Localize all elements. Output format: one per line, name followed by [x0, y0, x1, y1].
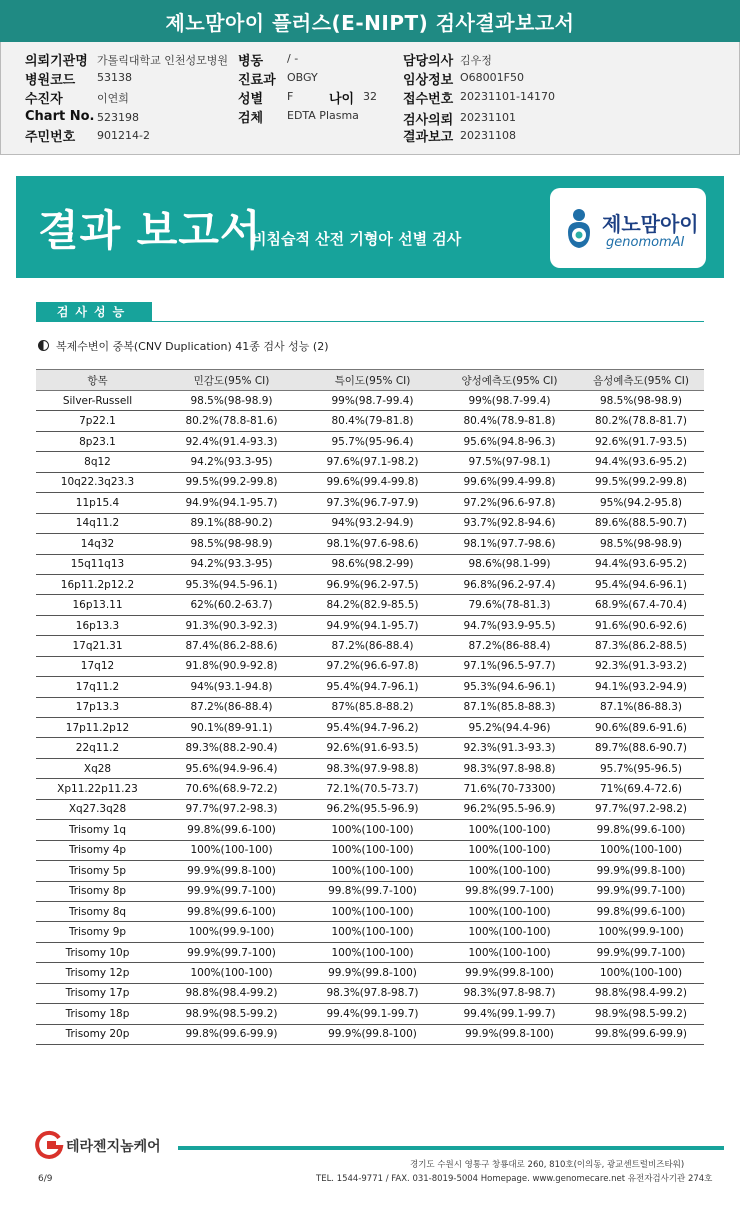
table-cell: 98.6%(98.2-99) [304, 554, 441, 574]
info-label: 검사의뢰 [403, 113, 454, 128]
table-row [36, 574, 704, 594]
table-cell: 92.3%(91.3-93.2) [578, 656, 704, 676]
column-header: 민감도(95% CI) [159, 370, 304, 391]
table-cell: 100%(100-100) [304, 922, 441, 942]
section-tab: 검사성능 [36, 302, 152, 321]
table-cell: 70.6%(68.9-72.2) [159, 779, 304, 799]
table-cell: 87.2%(86-88.4) [441, 636, 578, 656]
column-header: 음성예측도(95% CI) [578, 370, 704, 391]
table-cell: 100%(100-100) [304, 840, 441, 860]
table-cell: 100%(100-100) [441, 901, 578, 921]
table-cell: 98.5%(98-98.9) [578, 391, 704, 411]
table-cell: 99.5%(99.2-99.8) [159, 472, 304, 492]
table-cell: 17q12 [36, 656, 159, 676]
table-cell: Trisomy 5p [36, 861, 159, 881]
table-cell: 80.4%(78.9-81.8) [441, 411, 578, 431]
table-cell: 100%(100-100) [441, 861, 578, 881]
table-row [36, 472, 704, 492]
table-cell: 100%(100-100) [441, 942, 578, 962]
table-cell: 100%(100-100) [578, 963, 704, 983]
table-cell: 99.8%(99.6-100) [578, 820, 704, 840]
table-cell: 95.7%(95-96.4) [304, 431, 441, 451]
company-name: 테라젠지놈케어 [66, 1139, 161, 1155]
table-cell: 99.9%(99.8-100) [159, 861, 304, 881]
table-cell: 99.8%(99.7-100) [304, 881, 441, 901]
table-cell: 99.4%(99.1-99.7) [441, 1004, 578, 1024]
table-cell: 98.9%(98.5-99.2) [159, 1004, 304, 1024]
table-cell: 96.2%(95.5-96.9) [441, 799, 578, 819]
table-cell: 97.7%(97.2-98.2) [578, 799, 704, 819]
footer-address: 경기도 수원시 영통구 창룡대로 260, 810호(이의동, 광교센트럴비즈타워) [410, 1160, 685, 1170]
table-row [36, 554, 704, 574]
info-label: 결과보고 [403, 130, 454, 145]
banner-title: 결과 보고서 [38, 206, 262, 255]
table-cell: 95.3%(94.5-96.1) [159, 574, 304, 594]
terragen-logo-icon [34, 1130, 64, 1160]
table-cell: 90.1%(89-91.1) [159, 718, 304, 738]
subheading [38, 338, 328, 354]
table-cell: 94%(93.1-94.8) [159, 677, 304, 697]
half-circle-icon [38, 340, 49, 351]
info-label: 주민번호 [25, 130, 76, 145]
table-cell: 98.5%(98-98.9) [159, 391, 304, 411]
table-cell: 95.4%(94.7-96.1) [304, 677, 441, 697]
table-cell: 91.6%(90.6-92.6) [578, 615, 704, 635]
table-cell: 99.4%(99.1-99.7) [304, 1004, 441, 1024]
info-value: 20231101 [460, 111, 516, 124]
table-cell: 100%(100-100) [159, 963, 304, 983]
table-cell: 93.7%(92.8-94.6) [441, 513, 578, 533]
table-cell: 92.6%(91.7-93.5) [578, 431, 704, 451]
table-row [36, 391, 704, 411]
table-row [36, 697, 704, 717]
table-cell: 16p13.11 [36, 595, 159, 615]
table-cell: 96.8%(96.2-97.4) [441, 574, 578, 594]
table-cell: 100%(100-100) [441, 820, 578, 840]
table-cell: 84.2%(82.9-85.5) [304, 595, 441, 615]
table-cell: 99.6%(99.4-99.8) [304, 472, 441, 492]
table-cell: 14q32 [36, 534, 159, 554]
table-cell: 97.5%(97-98.1) [441, 452, 578, 472]
table-cell: 95.2%(94.4-96) [441, 718, 578, 738]
section-divider [36, 321, 704, 322]
table-row [36, 942, 704, 962]
table-cell: 90.6%(89.6-91.6) [578, 718, 704, 738]
info-label: 병동 [238, 54, 264, 69]
info-value: EDTA Plasma [287, 109, 359, 122]
table-cell: 99.9%(99.7-100) [578, 881, 704, 901]
table-cell: 97.2%(96.6-97.8) [304, 656, 441, 676]
table-row [36, 758, 704, 778]
table-cell: Xq27.3q28 [36, 799, 159, 819]
table-row [36, 677, 704, 697]
table-row [36, 656, 704, 676]
table-cell: 14q11.2 [36, 513, 159, 533]
table-cell: 87%(85.8-88.2) [304, 697, 441, 717]
table-cell: 95.6%(94.8-96.3) [441, 431, 578, 451]
table-cell: 99.9%(99.8-100) [441, 1024, 578, 1044]
column-header: 항목 [36, 370, 159, 391]
table-cell: 94.4%(93.6-95.2) [578, 554, 704, 574]
table-row [36, 595, 704, 615]
table-row [36, 718, 704, 738]
table-cell: 99.9%(99.7-100) [159, 881, 304, 901]
table-row [36, 1004, 704, 1024]
info-value: OBGY [287, 71, 318, 84]
info-label: 수진자 [25, 92, 63, 107]
info-label: 나이 [329, 92, 355, 107]
table-row [36, 493, 704, 513]
table-cell: 100%(99.9-100) [578, 922, 704, 942]
table-cell: 99.5%(99.2-99.8) [578, 472, 704, 492]
table-cell: 99.8%(99.6-99.9) [159, 1024, 304, 1044]
table-cell: 94.2%(93.3-95) [159, 452, 304, 472]
table-row [36, 799, 704, 819]
table-cell: 7p22.1 [36, 411, 159, 431]
table-cell: 96.9%(96.2-97.5) [304, 574, 441, 594]
table-cell: 100%(100-100) [578, 840, 704, 860]
table-cell: 99%(98.7-99.4) [304, 391, 441, 411]
table-cell: Trisomy 4p [36, 840, 159, 860]
table-cell: 98.8%(98.4-99.2) [578, 983, 704, 1003]
info-label: 의뢰기관명 [25, 54, 88, 69]
table-cell: 16p13.3 [36, 615, 159, 635]
table-row [36, 534, 704, 554]
table-row [36, 922, 704, 942]
table-cell: 16p11.2p12.2 [36, 574, 159, 594]
table-cell: 99.9%(99.8-100) [304, 963, 441, 983]
info-value: 김우정 [460, 54, 492, 67]
table-cell: 98.9%(98.5-99.2) [578, 1004, 704, 1024]
table-cell: 89.3%(88.2-90.4) [159, 738, 304, 758]
table-cell: 98.1%(97.6-98.6) [304, 534, 441, 554]
table-cell: 89.1%(88-90.2) [159, 513, 304, 533]
table-cell: 92.6%(91.6-93.5) [304, 738, 441, 758]
table-cell: 96.2%(95.5-96.9) [304, 799, 441, 819]
patient-info-panel [0, 42, 740, 155]
table-cell: Trisomy 20p [36, 1024, 159, 1044]
table-cell: 87.1%(85.8-88.3) [441, 697, 578, 717]
table-cell: 8q12 [36, 452, 159, 472]
table-cell: 17p11.2p12 [36, 718, 159, 738]
table-cell: 99.9%(99.7-100) [578, 942, 704, 962]
table-cell: 87.2%(86-88.4) [304, 636, 441, 656]
table-cell: 99.9%(99.8-100) [441, 963, 578, 983]
table-row [36, 411, 704, 431]
table-cell: 95.6%(94.9-96.4) [159, 758, 304, 778]
info-value: 20231108 [460, 129, 516, 142]
table-row [36, 615, 704, 635]
table-cell: 71%(69.4-72.6) [578, 779, 704, 799]
subheading-text: 복제수변이 중복(CNV Duplication) 41종 검사 성능 (2) [56, 340, 329, 353]
table-cell: 71.6%(70-73300) [441, 779, 578, 799]
logo-name: 제노맘아이 [602, 212, 699, 236]
table-cell: 79.6%(78-81.3) [441, 595, 578, 615]
table-row [36, 779, 704, 799]
table-row [36, 881, 704, 901]
table-cell: 94.9%(94.1-95.7) [159, 493, 304, 513]
footer-divider [178, 1146, 724, 1150]
info-value: 901214-2 [97, 129, 150, 142]
table-cell: 99.6%(99.4-99.8) [441, 472, 578, 492]
table-row [36, 452, 704, 472]
table-cell: 95.4%(94.6-96.1) [578, 574, 704, 594]
table-cell: 94.4%(93.6-95.2) [578, 452, 704, 472]
table-cell: 97.6%(97.1-98.2) [304, 452, 441, 472]
report-title: 제노맘아이 플러스(E-NIPT) 검사결과보고서 [0, 0, 740, 42]
info-label: 성별 [238, 92, 264, 107]
table-cell: 99.8%(99.7-100) [441, 881, 578, 901]
table-cell: 17p13.3 [36, 697, 159, 717]
table-cell: 99.9%(99.8-100) [304, 1024, 441, 1044]
table-cell: 98.6%(98.1-99) [441, 554, 578, 574]
table-cell: Trisomy 18p [36, 1004, 159, 1024]
table-cell: 98.5%(98-98.9) [159, 534, 304, 554]
table-cell: 100%(100-100) [304, 942, 441, 962]
table-cell: 15q11q13 [36, 554, 159, 574]
table-cell: 95%(94.2-95.8) [578, 493, 704, 513]
table-cell: 99.8%(99.6-99.9) [578, 1024, 704, 1044]
table-cell: 99.8%(99.6-100) [578, 901, 704, 921]
table-cell: 92.3%(91.3-93.3) [441, 738, 578, 758]
mother-baby-icon [562, 208, 596, 250]
table-cell: Trisomy 1q [36, 820, 159, 840]
table-cell: 99.9%(99.8-100) [578, 861, 704, 881]
page-number: 6/9 [38, 1174, 53, 1184]
info-value: 이연희 [97, 92, 129, 105]
table-cell: 80.2%(78.8-81.7) [578, 411, 704, 431]
table-cell: 8p23.1 [36, 431, 159, 451]
column-header: 특이도(95% CI) [304, 370, 441, 391]
table-cell: 87.3%(86.2-88.5) [578, 636, 704, 656]
banner-subtitle: 비침습적 산전 기형아 선별 검사 [252, 230, 462, 248]
table-cell: 80.2%(78.8-81.6) [159, 411, 304, 431]
info-value: F [287, 90, 294, 103]
table-cell: Trisomy 8p [36, 881, 159, 901]
info-value: 가톨릭대학교 인천성모병원 [97, 54, 229, 67]
table-cell: 100%(100-100) [304, 861, 441, 881]
table-cell: 98.8%(98.4-99.2) [159, 983, 304, 1003]
table-row [36, 820, 704, 840]
table-cell: 99.8%(99.6-100) [159, 901, 304, 921]
table-row [36, 963, 704, 983]
table-cell: 94.9%(94.1-95.7) [304, 615, 441, 635]
table-cell: 97.3%(96.7-97.9) [304, 493, 441, 513]
table-cell: 91.3%(90.3-92.3) [159, 615, 304, 635]
table-cell: 80.4%(79-81.8) [304, 411, 441, 431]
table-cell: 100%(100-100) [441, 840, 578, 860]
table-cell: 72.1%(70.5-73.7) [304, 779, 441, 799]
genomom-logo [550, 188, 706, 268]
table-row [36, 738, 704, 758]
table-cell: 97.2%(96.6-97.8) [441, 493, 578, 513]
table-cell: 100%(100-100) [304, 901, 441, 921]
info-value: 53138 [97, 71, 132, 84]
table-row [36, 840, 704, 860]
info-value: 32 [363, 90, 377, 103]
table-row [36, 636, 704, 656]
table-cell: 87.1%(86-88.3) [578, 697, 704, 717]
column-header: 양성예측도(95% CI) [441, 370, 578, 391]
info-label: 임상정보 [403, 73, 454, 88]
table-cell: 98.3%(97.8-98.8) [441, 758, 578, 778]
table-cell: Trisomy 10p [36, 942, 159, 962]
table-row [36, 513, 704, 533]
table-cell: 95.3%(94.6-96.1) [441, 677, 578, 697]
info-label: 검체 [238, 111, 264, 126]
info-value: 523198 [97, 111, 139, 124]
table-cell: 100%(99.9-100) [159, 922, 304, 942]
table-cell: 87.2%(86-88.4) [159, 697, 304, 717]
table-cell: Xp11.22p11.23 [36, 779, 159, 799]
info-label: Chart No. [25, 109, 95, 124]
table-cell: 95.7%(95-96.5) [578, 758, 704, 778]
table-cell: Xq28 [36, 758, 159, 778]
table-cell: 95.4%(94.7-96.2) [304, 718, 441, 738]
table-cell: 98.5%(98-98.9) [578, 534, 704, 554]
info-label: 담당의사 [403, 54, 454, 69]
table-cell: 94.2%(93.3-95) [159, 554, 304, 574]
table-cell: 17q21.31 [36, 636, 159, 656]
table-cell: 98.1%(97.7-98.6) [441, 534, 578, 554]
table-cell: 10q22.3q23.3 [36, 472, 159, 492]
info-value: O68001F50 [460, 71, 524, 84]
table-cell: Trisomy 9p [36, 922, 159, 942]
table-row [36, 901, 704, 921]
footer-contact: TEL. 1544-9771 / FAX. 031-8019-5004 Homepage. www.genomecare.net 유전자검사기관 274호 [316, 1174, 713, 1184]
table-cell: 99.8%(99.6-100) [159, 820, 304, 840]
table-cell: 97.7%(97.2-98.3) [159, 799, 304, 819]
table-cell: 87.4%(86.2-88.6) [159, 636, 304, 656]
table-cell: 94.1%(93.2-94.9) [578, 677, 704, 697]
logo-english: genomomAI [606, 235, 685, 250]
table-cell: Trisomy 17p [36, 983, 159, 1003]
table-cell: 98.3%(97.9-98.8) [304, 758, 441, 778]
info-value: 20231101-14170 [460, 90, 555, 103]
table-cell: 100%(100-100) [441, 922, 578, 942]
table-cell: 68.9%(67.4-70.4) [578, 595, 704, 615]
table-cell: 98.3%(97.8-98.7) [304, 983, 441, 1003]
table-row [36, 983, 704, 1003]
table-cell: Silver-Russell [36, 391, 159, 411]
info-label: 진료과 [238, 73, 276, 88]
table-cell: Trisomy 8q [36, 901, 159, 921]
table-cell: 94.7%(93.9-95.5) [441, 615, 578, 635]
table-cell: 17q11.2 [36, 677, 159, 697]
performance-table [36, 369, 704, 1045]
table-header-row [36, 370, 704, 391]
table-cell: 89.7%(88.6-90.7) [578, 738, 704, 758]
info-label: 병원코드 [25, 73, 76, 88]
table-cell: 22q11.2 [36, 738, 159, 758]
table-cell: 99.9%(99.7-100) [159, 942, 304, 962]
table-cell: 98.3%(97.8-98.7) [441, 983, 578, 1003]
table-row [36, 861, 704, 881]
info-label: 접수번호 [403, 92, 454, 107]
table-cell: 97.1%(96.5-97.7) [441, 656, 578, 676]
table-cell: 11p15.4 [36, 493, 159, 513]
table-cell: Trisomy 12p [36, 963, 159, 983]
table-cell: 91.8%(90.9-92.8) [159, 656, 304, 676]
table-row [36, 431, 704, 451]
info-value: / - [287, 52, 299, 65]
table-cell: 100%(100-100) [159, 840, 304, 860]
table-cell: 89.6%(88.5-90.7) [578, 513, 704, 533]
table-cell: 62%(60.2-63.7) [159, 595, 304, 615]
table-cell: 92.4%(91.4-93.3) [159, 431, 304, 451]
table-cell: 94%(93.2-94.9) [304, 513, 441, 533]
table-cell: 99%(98.7-99.4) [441, 391, 578, 411]
table-row [36, 1024, 704, 1044]
result-banner [16, 176, 724, 278]
table-cell: 100%(100-100) [304, 820, 441, 840]
